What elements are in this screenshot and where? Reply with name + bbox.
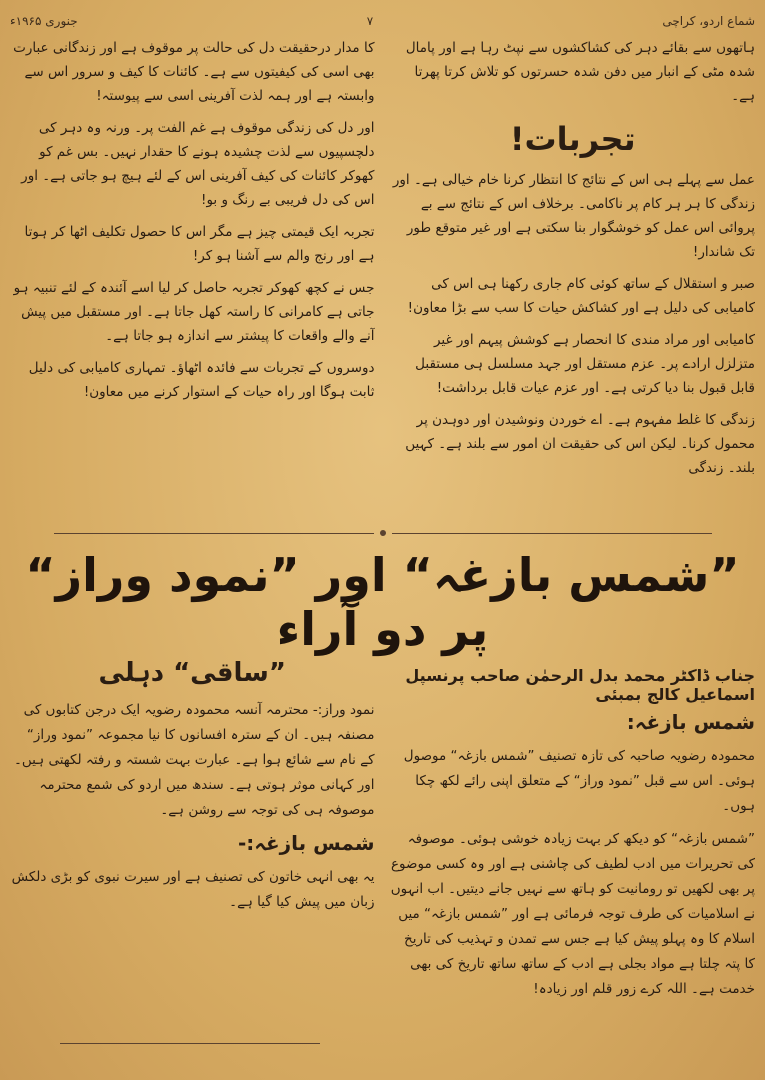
paragraph: محمودہ رضویہ صاحبہ کی تازہ تصنیف ”شمس بازغہ“ موصول ہوئی۔ اس سے قبل ”نمود وراز“ کے متعلق اپنی رائے لکھ چکا ہوں۔ [403,748,755,814]
paragraph: صبر و استقلال کے ساتھ کوئی کام جاری رکھنا ہی اس کی کامیابی کی دلیل ہے اور کشاکش حیات کا سب سے بڑا معاون! [407,276,755,316]
section-divider [0,526,765,540]
section-title-tajurbat: تجربات! [509,120,636,158]
paragraph: عمل سے پہلے ہی اس کے نتائج کا انتظار کرنا خام خیالی ہے۔ اور زندگی کا ہر ہر کام پر ناکامی۔ برخلاف اس کے نتائج سے بے پروائی اس عمل کو خوشگوار بنا سکتی ہے اور غیر متوقع طور تک شاندار! [392,172,755,260]
top-right-column [391,36,756,516]
top-left-column [10,36,375,516]
paragraph: یہ بھی انہی خاتون کی تصنیف ہے اور سیرت نبوی کو بڑی دلکش زبان میں پیش کیا گیا ہے۔ [11,869,375,910]
paragraph: زندگی کا غلط مفہوم ہے۔ اے خوردن ونوشیدن اور دوہدن پر محمول کرنا۔ لیکن اس کی حقیقت ان امور سے بلند ہے۔ کہیں بلند۔ زندگی [405,412,755,476]
main-headline: ”شمس بازغہ“ اور ”نمود وراز“ پر دو آراء [25,548,740,656]
header-date: جنوری ۱۹۶۵ء [10,14,78,28]
header-publication: شماع اردو، کراچی [662,14,755,28]
top-columns [10,36,755,516]
bottom-columns [10,640,755,1060]
review-subhead: شمس بازغہ: [626,710,755,734]
bottom-ornament [60,1043,320,1054]
review-source-title: ”ساقی“ دہلی [98,658,286,688]
bottom-right-column [391,640,756,1060]
paragraph: کا مدار درحقیقت دل کی حالت پر موقوف ہے اور زندگانی عبارت بھی اسی کی کیفیتوں سے ہے۔ کائنات کا کیف و سرور اس سے وابستہ ہے اور ہمہ لذت آفرینی اسی سے پیوستہ! [13,40,375,104]
bottom-left-column [10,640,375,1060]
divider-line [54,533,374,534]
paragraph: اور دل کی زندگی موقوف ہے غم الفت پر۔ ورنہ وہ دہر کی دلچسپیوں سے لذت چشیدہ ہونے کا حقدار نہیں۔ بس غم کو کھوکر کائنات کی کیف آفرینی اس کے لئے ہیچ ہو جاتی ہے۔ اور اس کی دل فریبی بے رنگ و بو! [21,120,375,208]
paragraph: دوسروں کے تجربات سے فائدہ اٹھاؤ۔ تمہاری کامیابی کی دلیل ثابت ہوگا اور راہ حیات کے استوار کرنے میں معاون! [28,360,375,400]
review-byline: جناب ڈاکٹر محمد بدل الرحمٰن صاحب پرنسپل اسماعیل کالج بمبئی [405,666,755,704]
review-subhead: شمس بازغہ:- [237,831,375,855]
header-page-number: ۷ [366,14,374,28]
page-header [10,8,755,34]
divider-dot [380,530,386,536]
paragraph: جس نے کچھ کھوکر تجربہ حاصل کر لیا اسے آئندہ کے لئے تنبیہ ہو جاتی ہے کامرانی کا راستہ کھل جاتا ہے۔ اور مستقبل میں پیش آنے والے واقعات کا پیشتر سے اندازہ ہو جاتا ہے۔ [13,280,375,344]
divider-line [392,533,712,534]
intro-paragraph: ہاتھوں سے بقائے دہر کی کشاکشوں سے نپٹ رہا ہے اور پامال شدہ مٹی کے انبار میں دفن شدہ حسرتوں کو تلاش کرتا پھرتا ہے۔ [405,40,755,104]
paragraph: ”شمس بازغہ“ کو دیکھ کر بہت زیادہ خوشی ہوئی۔ موصوفہ کی تحریرات میں ادب لطیف کی چاشنی ہے اور وہ کسی موضوع پر بھی لکھیں تو رومانیت کو ہاتھ سے نہیں جانے دیتیں۔ اب انہوں نے اسلامیات کی طرف توجہ فرمائی ہے اور ”شمس بازغہ“ میں اسلام کا وہ پہلو پیش کیا ہے جس سے تمدن و تہذیب کی تاریخ کا پتہ چلتا ہے مواد بجلی ہے ادب کے ساتھ ساتھ تاریخ کی بھی خدمت ہے۔ اللہ کرے زور قلم اور زیادہ! [390,831,755,997]
paragraph: تجربہ ایک قیمتی چیز ہے مگر اس کا حصول تکلیف اٹھا کر ہوتا ہے اور رنج والم سے آشنا ہو کر! [24,224,375,264]
paragraph: کامیابی اور مراد مندی کا انحصار ہے کوشش پیہم اور غیر متزلزل ارادے پر۔ عزم مستقل اور جہد مسلسل ہی مستقبل قابل قبول بنا دیا کرتی ہے۔ اور عزم عیات قابل برداشت! [415,332,755,396]
paragraph: نمود وراز:- محترمہ آنسہ محمودہ رضویہ ایک درجن کتابوں کی مصنفہ ہیں۔ ان کے سترہ افسانوں کا نیا مجموعہ ”نمود وراز“ کے نام سے شائع ہوا ہے۔ عبارت بہت شستہ و رفتہ لکھتی ہیں۔ اور کہانی موثر ہوتی ہے۔ سندھ میں اردو کی شمع محترمہ موصوفہ ہی کی توجہ سے روشن ہے۔ [13,702,375,818]
